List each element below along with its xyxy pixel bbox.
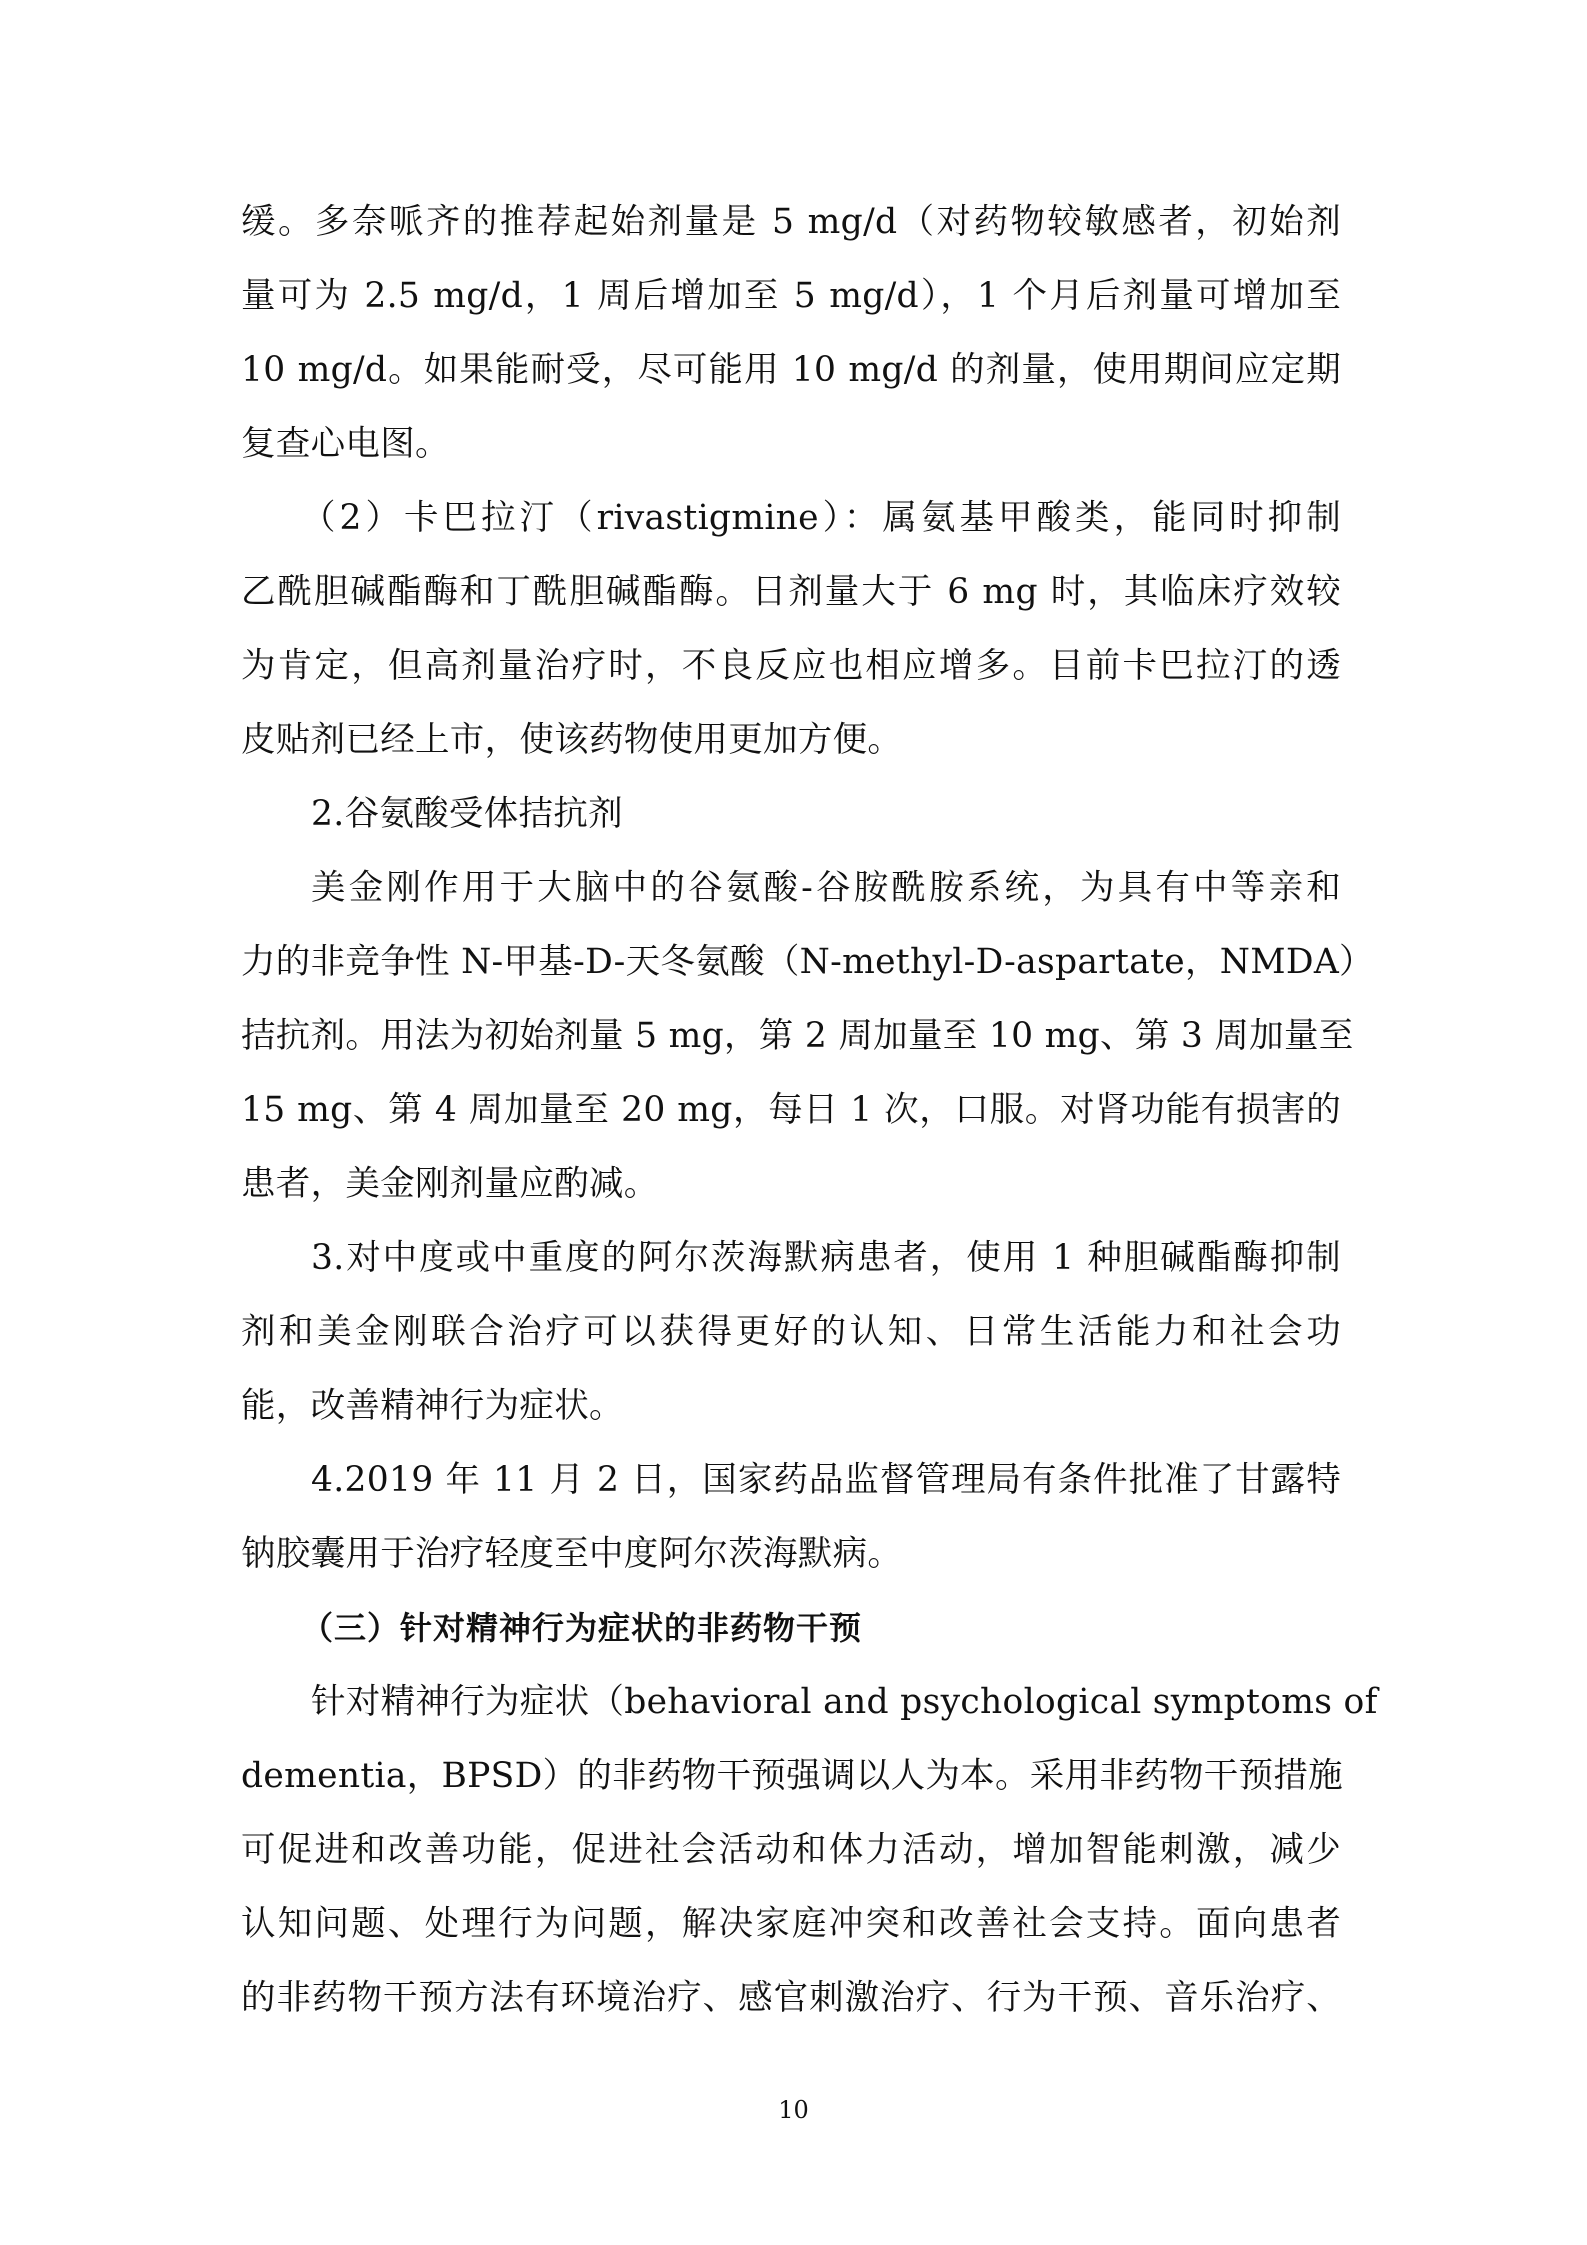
text-line: 乙酰胆碱酯酶和丁酰胆碱酯酶。日剂量大于 6 mg 时，其临床疗效较 — [241, 572, 1341, 612]
text-line: 能，改善精神行为症状。 — [241, 1386, 624, 1426]
text-line: 复查心电图。 — [241, 424, 450, 464]
text-line: 患者，美金刚剂量应酌减。 — [241, 1164, 659, 1204]
page-number: 10 — [778, 2096, 809, 2124]
text-line: 缓。多奈哌齐的推荐起始剂量是 5 mg/d（对药物较敏感者，初始剂 — [241, 202, 1341, 242]
text-line: 美金刚作用于大脑中的谷氨酸-谷胺酰胺系统，为具有中等亲和 — [311, 868, 1341, 908]
text-line: 可促进和改善功能，促进社会活动和体力活动，增加智能刺激，减少 — [241, 1830, 1341, 1870]
text-line: 为肯定，但高剂量治疗时，不良反应也相应增多。目前卡巴拉汀的透 — [241, 646, 1341, 686]
text-line: 钠胶囊用于治疗轻度至中度阿尔茨海默病。 — [241, 1534, 903, 1574]
text-line: 皮贴剂已经上市，使该药物使用更加方便。 — [241, 720, 903, 760]
text-line: 拮抗剂。用法为初始剂量 5 mg，第 2 周加量至 10 mg、第 3 周加量至 — [241, 1016, 1354, 1056]
text-line: 10 mg/d。如果能耐受，尽可能用 10 mg/d 的剂量，使用期间应定期 — [241, 350, 1341, 390]
text-line: 针对精神行为症状（behavioral and psychological symptoms of — [311, 1682, 1378, 1722]
section-heading: （三）针对精神行为症状的非药物干预 — [301, 1609, 863, 1647]
text-line: dementia，BPSD）的非药物干预强调以人为本。采用非药物干预措施 — [241, 1756, 1343, 1796]
text-line: 认知问题、处理行为问题，解决家庭冲突和改善社会支持。面向患者 — [241, 1904, 1341, 1944]
text-line: 量可为 2.5 mg/d，1 周后增加至 5 mg/d），1 个月后剂量可增加至 — [241, 276, 1341, 316]
text-line: 15 mg、第 4 周加量至 20 mg，每日 1 次，口服。对肾功能有损害的 — [241, 1090, 1341, 1130]
text-line: 3.对中度或中重度的阿尔茨海默病患者，使用 1 种胆碱酯酶抑制 — [311, 1238, 1341, 1278]
text-line: 力的非竞争性 N-甲基-D-天冬氨酸（N-methyl-D-aspartate，NMDA） — [241, 942, 1374, 982]
text-line: 的非药物干预方法有环境治疗、感官刺激治疗、行为干预、音乐治疗、 — [241, 1978, 1341, 2018]
section-heading: 2.谷氨酸受体拮抗剂 — [311, 794, 623, 834]
text-line: （2）卡巴拉汀（rivastigmine）：属氨基甲酸类，能同时抑制 — [301, 498, 1341, 538]
text-line: 4.2019 年 11 月 2 日，国家药品监督管理局有条件批准了甘露特 — [311, 1460, 1341, 1500]
text-line: 剂和美金刚联合治疗可以获得更好的认知、日常生活能力和社会功 — [241, 1312, 1341, 1352]
